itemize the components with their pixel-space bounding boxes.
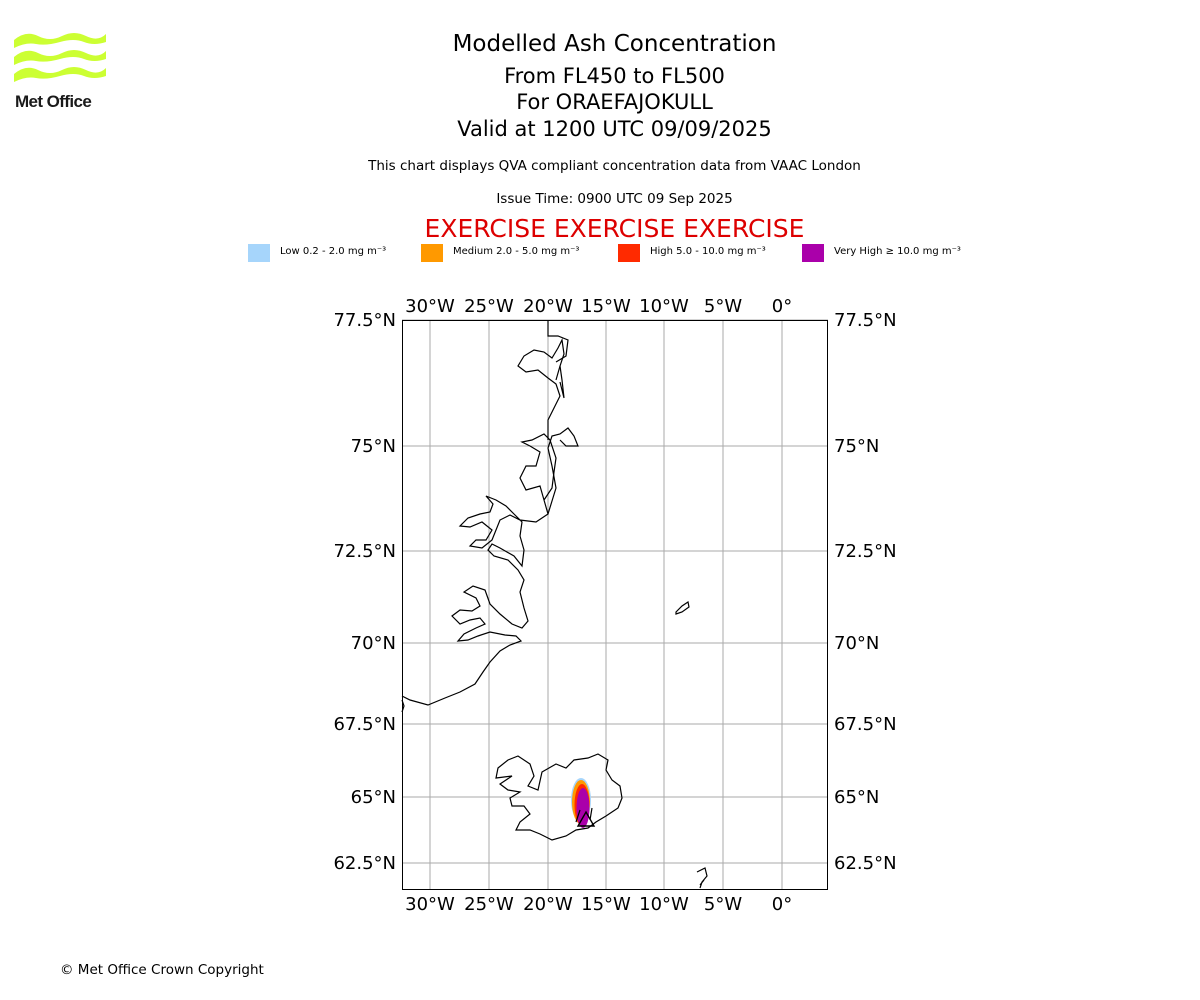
ash-very-high: [577, 788, 590, 828]
map-frame: [403, 321, 828, 890]
lon-tick-bottom: 15°W: [581, 894, 631, 915]
lat-tick-right: 70°N: [834, 633, 880, 654]
lat-tick-left: 77.5°N: [333, 310, 396, 331]
lat-tick-right: 72.5°N: [834, 541, 897, 562]
lon-tick-top: 25°W: [464, 296, 514, 317]
logo-text: Met Office: [15, 92, 92, 111]
lat-tick-right: 62.5°N: [834, 853, 897, 874]
lon-tick-bottom: 25°W: [464, 894, 514, 915]
legend-label-high: High 5.0 - 10.0 mg m⁻³: [650, 246, 766, 257]
chart-title: Modelled Ash Concentration: [452, 31, 777, 57]
flight-levels: From FL450 to FL500: [504, 64, 725, 88]
greenland-north-edge: [548, 320, 568, 398]
lat-tick-left: 67.5°N: [333, 714, 396, 735]
greenland-coastline: [402, 434, 556, 705]
lon-tick-top: 5°W: [703, 296, 743, 317]
lat-tick-left: 70°N: [350, 633, 396, 654]
lon-tick-top: 10°W: [639, 296, 689, 317]
chart-description: This chart displays QVA compliant concentration data from VAAC London: [368, 158, 861, 174]
lat-tick-left: 75°N: [350, 436, 396, 457]
valid-time: Valid at 1200 UTC 09/09/2025: [457, 117, 772, 141]
lat-tick-right: 65°N: [834, 787, 880, 808]
lon-tick-top: 30°W: [405, 296, 455, 317]
ash-plume: [571, 778, 594, 828]
legend-label-very-high: Very High ≥ 10.0 mg m⁻³: [834, 246, 961, 257]
lon-tick-bottom: 20°W: [523, 894, 573, 915]
lon-tick-bottom: 10°W: [639, 894, 689, 915]
copyright: © Met Office Crown Copyright: [60, 962, 264, 978]
lon-tick-bottom: 5°W: [703, 894, 743, 915]
volcano-name: For ORAEFAJOKULL: [516, 90, 713, 114]
coastlines: [402, 320, 707, 888]
lon-tick-bottom: 0°: [771, 894, 793, 915]
lat-tick-right: 75°N: [834, 436, 880, 457]
lat-tick-left: 65°N: [350, 787, 396, 808]
lon-tick-bottom: 30°W: [405, 894, 455, 915]
lat-tick-right: 67.5°N: [834, 714, 897, 735]
jan-mayen: [676, 602, 689, 614]
faroe-islands: [697, 868, 707, 888]
lat-tick-left: 72.5°N: [333, 541, 396, 562]
lat-tick-right: 77.5°N: [834, 310, 897, 331]
lon-tick-top: 0°: [771, 296, 793, 317]
legend-label-medium: Medium 2.0 - 5.0 mg m⁻³: [453, 246, 580, 257]
lon-tick-top: 15°W: [581, 296, 631, 317]
map-gridlines: [402, 320, 828, 890]
legend-label-low: Low 0.2 - 2.0 mg m⁻³: [280, 246, 387, 257]
map-tick-labels: [333, 296, 896, 915]
issue-time: Issue Time: 0900 UTC 09 Sep 2025: [496, 191, 733, 207]
exercise-banner: EXERCISE EXERCISE EXERCISE: [424, 214, 805, 243]
lat-tick-left: 62.5°N: [333, 853, 396, 874]
lon-tick-top: 20°W: [523, 296, 573, 317]
